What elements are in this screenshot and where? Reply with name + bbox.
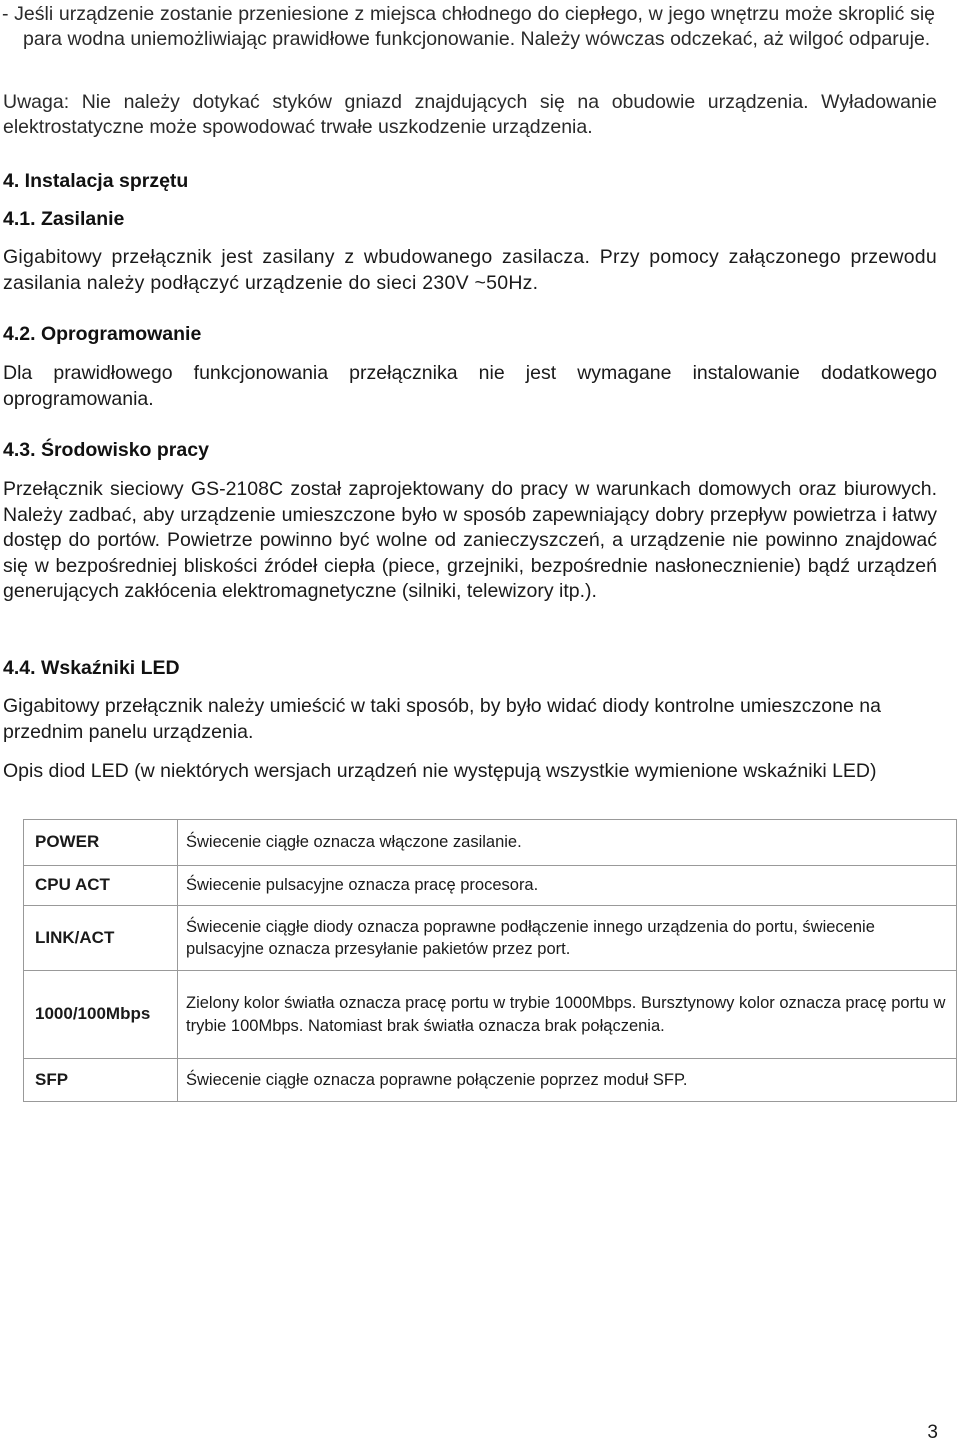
led-name-cell: LINK/ACT [24,906,178,971]
page-number: 3 [927,1422,938,1443]
environment-heading: 4.3. Środowisko pracy [3,439,209,461]
power-paragraph: Gigabitowy przełącznik jest zasilany z wbudowanego zasilacza. Przy pomocy załączonego przewodu zasilania należy podłączyć urządzenie do sieci 230V ~50Hz. [3,246,937,294]
led-name-cell: SFP [24,1059,178,1102]
installation-heading: 4. Instalacja sprzętu [3,170,189,192]
condensation-paragraph: - Jeśli urządzenie zostanie przeniesione z miejsca chłodnego do ciepłego, w jego wnętrzu może skroplić się para wodna uniemożliwiając prawidłowe funkcjonowanie. Należy wówczas odczekać, aż wilgoć odparuje. [2,3,935,50]
led-heading: 4.4. Wskaźniki LED [3,657,180,679]
led-description-cell: Świecenie ciągłe oznacza włączone zasilanie. [178,820,957,866]
led-table [23,819,957,1102]
power-heading: 4.1. Zasilanie [3,208,125,230]
led-name-cell: CPU ACT [24,866,178,906]
environment-paragraph: Przełącznik sieciowy GS-2108C został zaprojektowany do pracy w warunkach domowych oraz biurowych. Należy zadbać, aby urządzenie umieszczone było w sposób zapewniający dobry przepływ powietrza i łatwy dostęp do portów. Powietrze powinno być wolne od zanieczyszczeń, a urządzenie nie powinno znajdować się w bezpośredniej bliskości źródeł ciepła (piece, grzejniki, bezpośrednie nasłonecznienie) bądź urządzeń generujących zakłócenia elektromagnetyczne (silniki, telewizory itp.). [3,478,937,602]
software-heading: 4.2. Oprogramowanie [3,323,202,345]
led-row-speed [24,971,957,1059]
led-description-cell: Świecenie pulsacyjne oznacza pracę procesora. [178,866,957,906]
led-row-power [24,820,957,866]
led-row-cpu-act [24,866,957,906]
led-row-sfp [24,1059,957,1102]
led-note-paragraph: Opis diod LED (w niektórych wersjach urządzeń nie występują wszystkie wymienione wskaźniki LED) [3,760,877,782]
led-name-cell: POWER [24,820,178,866]
esd-warning-paragraph: Uwaga: Nie należy dotykać styków gniazd znajdujących się na obudowie urządzenia. Wyładowanie elektrostatyczne może spowodować trwałe uszkodzenie urządzenia. [3,91,937,138]
led-name-cell: 1000/100Mbps [24,971,178,1059]
software-paragraph: Dla prawidłowego funkcjonowania przełącznika nie jest wymagane instalowanie dodatkowego oprogramowania. [3,362,937,410]
led-intro-paragraph: Gigabitowy przełącznik należy umieścić w taki sposób, by było widać diody kontrolne umieszczone na przednim panelu urządzenia. [3,695,881,743]
led-row-link-act [24,906,957,971]
led-description-cell: Zielony kolor światła oznacza pracę portu w trybie 1000Mbps. Bursztynowy kolor oznacza pracę portu w trybie 100Mbps. Natomiast brak światła oznacza brak połączenia. [178,971,957,1059]
led-description-cell: Świecenie ciągłe diody oznacza poprawne podłączenie innego urządzenia do portu, świecenie pulsacyjne oznacza przesyłanie pakietów przez port. [178,906,957,971]
led-description-cell: Świecenie ciągłe oznacza poprawne połączenie poprzez moduł SFP. [178,1059,957,1102]
